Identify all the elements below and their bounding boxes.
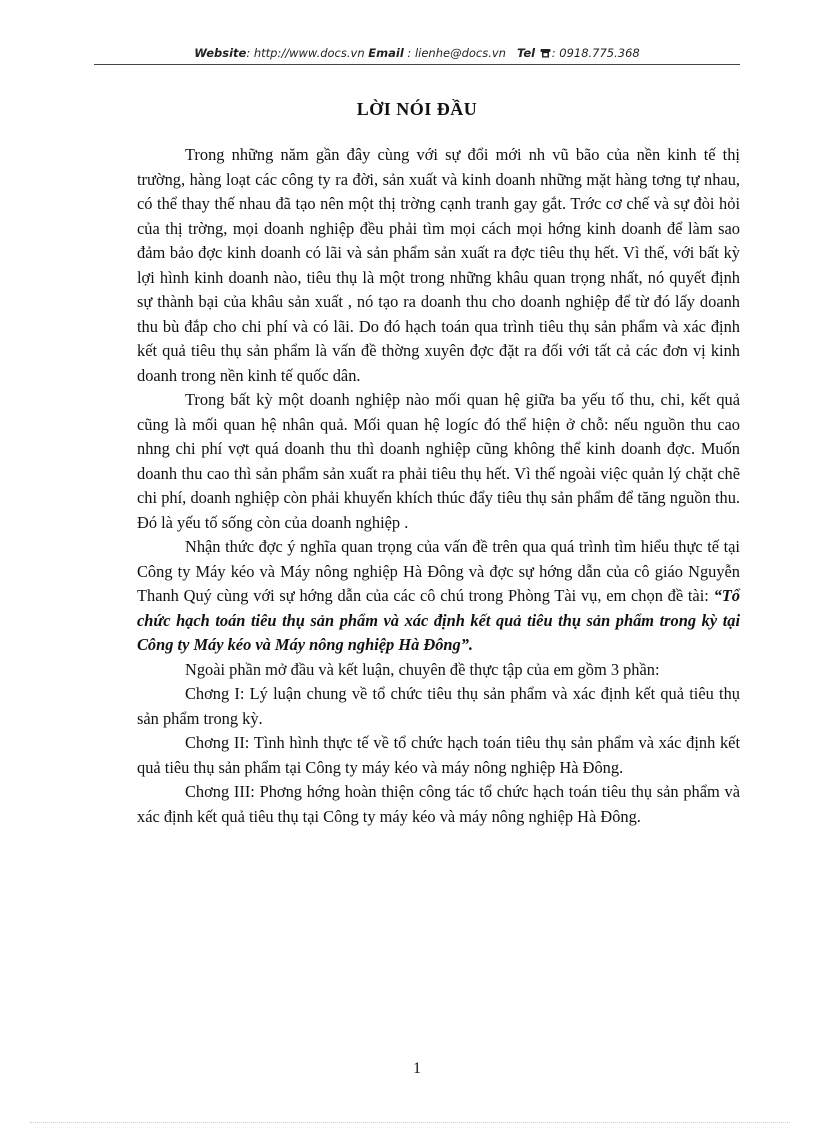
outline-chapter-1: Chơng I: Lý luận chung về tổ chức tiêu thụ sản phẩm và xác định kết quả tiêu thụ sản phẩm trong kỳ.	[137, 684, 740, 728]
email-label: Email	[368, 46, 404, 60]
outline-intro: Ngoài phần mở đầu và kết luận, chuyên đề thực tập của em gồm 3 phần:	[185, 659, 660, 679]
website-value: : http://www.docs.vn	[246, 46, 365, 60]
page-header	[94, 46, 740, 60]
page-number: 1	[413, 1060, 421, 1077]
tel-value: : 0918.775.368	[551, 46, 640, 60]
paragraph-3-text: Nhận thức đợc ý nghĩa quan trọng của vấn đề trên qua quá trình tìm hiểu thực tế tại Công ty Máy kéo và Máy nông nghiệp Hà Đông và đợc sự hớng dẫn của cô giáo Nguyễn Thanh Quý cùng với sự hớng dẫn của các cô chú trong Phòng Tài vụ, em chọn đề tài:	[137, 537, 740, 605]
tel-label: Tel	[516, 46, 536, 60]
thesis-topic: “Tổ chức hạch toán tiêu thụ sản phẩm và xác định kết quả tiêu thụ sản phẩm trong kỳ tại Công ty Máy kéo và Máy nông nghiệp Hà Đông”.	[137, 586, 740, 654]
paragraph-2: Trong bất kỳ một doanh nghiệp nào mối quan hệ giữa ba yếu tố thu, chi, kết quả cũng là mối quan hệ nhân quả. Mối quan hệ logíc đó thể hiện ở chỗ: nếu nguồn thu cao nhng chi phí vợt quá doanh thu thì doanh nghiệp cũng không thể kinh doanh đợc. Muốn doanh thu cao thì sản phẩm sản xuất ra phải tiêu thụ hết. Vì thế ngoài việc quản lý chặt chẽ chi phí, doanh nghiệp còn phải khuyến khích thúc đẩy tiêu thụ sản phẩm để tăng nguồn thu. Đó là yếu tố sống còn của doanh nghiệp .	[137, 390, 740, 532]
document-body	[137, 143, 740, 829]
email-value: : lienhe@docs.vn	[407, 46, 506, 60]
website-label: Website	[194, 46, 247, 60]
page-title: LỜI NÓI ĐẦU	[356, 99, 478, 119]
outline-chapter-2: Chơng II: Tình hình thực tế về tổ chức hạch toán tiêu thụ sản phẩm và xác định kết quả tiêu thụ sản phẩm tại Công ty máy kéo và máy nông nghiệp Hà Đông.	[137, 733, 740, 777]
paragraph-1: Trong những năm gần đây cùng với sự đổi mới nh vũ bão của nền kinh tế thị trường, hàng loạt các công ty ra đời, sản xuất và kinh doanh những mặt hàng tơng tự nhau, có thể thay thế nhau đã tạo nên một thị trờng cạnh tranh gay gắt. Trớc cơ chế và sự đòi hỏi của thị trờng, mọi doanh nghiệp đều phải tìm mọi cách mọi hớng kinh doanh để làm sao đảm bảo đợc kinh doanh có lãi và sản phẩm sản xuất ra đợc tiêu thụ hết. Vì thế, với bất kỳ lợi hình kinh doanh nào, tiêu thụ là một trong những khâu quan trọng nhất, nó quyết định sự thành bại của khâu sản xuất , nó tạo ra doanh thu cho doanh nghiệp để từ đó lấy doanh thu bù đắp cho chi phí và có lãi. Do đó hạch toán qua trình tiêu thụ sản phẩm và xác định kết quả tiêu thụ sản phẩm là vấn đề thờng xuyên đợc đặt ra đối với tất cả các đơn vị kinh doanh trong nền kinh tế quốc dân.	[137, 145, 740, 385]
telephone-icon	[540, 48, 551, 58]
header-divider	[94, 64, 740, 65]
outline-chapter-3: Chơng III: Phơng hớng hoàn thiện công tác tổ chức hạch toán tiêu thụ sản phẩm và xác định kết quả tiêu thụ tại Công ty máy kéo và máy nông nghiệp Hà Đông.	[137, 782, 740, 826]
paragraph-3	[137, 535, 740, 658]
